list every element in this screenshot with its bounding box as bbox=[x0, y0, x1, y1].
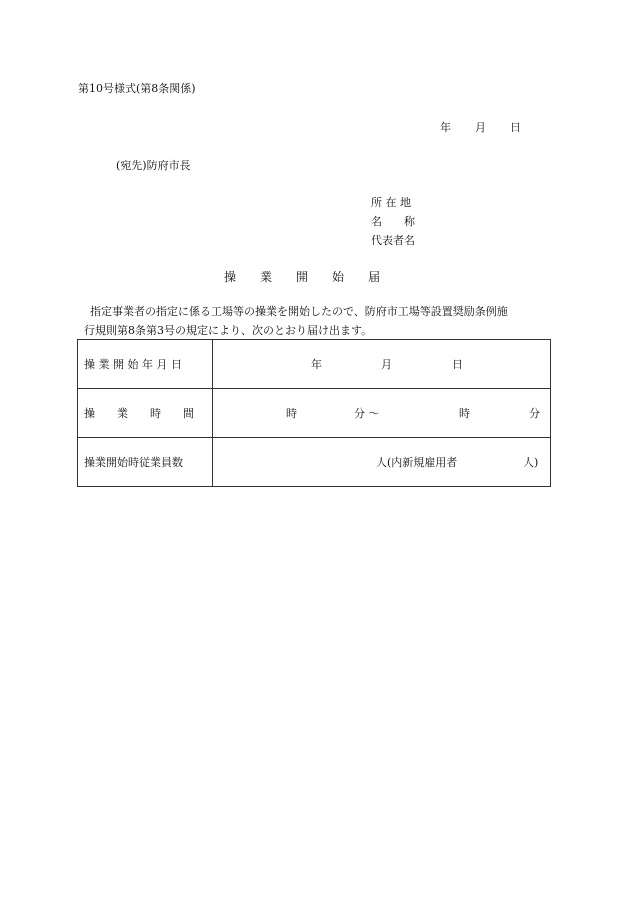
table-row bbox=[78, 438, 551, 487]
month-unit: 月 bbox=[381, 358, 392, 371]
date-month-label: 月 bbox=[475, 121, 486, 134]
notification-table bbox=[77, 339, 551, 487]
body-line-1: 指定事業者の指定に係る工場等の操業を開始したので、防府市工場等設置奨励条例施 bbox=[90, 305, 508, 318]
date-day-label: 日 bbox=[510, 121, 521, 134]
operating-hours-field[interactable] bbox=[213, 389, 551, 438]
title-char: 届 bbox=[368, 270, 381, 284]
form-number: 第10号様式(第8条関係) bbox=[78, 82, 196, 95]
applicant-block bbox=[371, 193, 415, 250]
table-row bbox=[78, 340, 551, 389]
addressee: (宛先)防府市長 bbox=[116, 159, 191, 172]
employees-label: 操業開始時従業員数 bbox=[78, 438, 213, 487]
applicant-representative-label: 代表者名 bbox=[371, 234, 415, 247]
table-row bbox=[78, 389, 551, 438]
day-unit: 日 bbox=[452, 358, 463, 371]
start-date-field[interactable] bbox=[213, 340, 551, 389]
title-char: 開 bbox=[296, 270, 309, 284]
end-minute-unit: 分 bbox=[529, 407, 540, 420]
new-hires-unit: 人) bbox=[523, 456, 539, 469]
submission-date bbox=[440, 119, 521, 135]
operating-hours-label: 操 業 時 間 bbox=[78, 389, 213, 438]
employees-field[interactable] bbox=[213, 438, 551, 487]
body-text bbox=[78, 302, 558, 340]
applicant-address-label: 所 在 地 bbox=[371, 196, 411, 209]
title-char: 操 bbox=[224, 270, 237, 284]
start-hour-unit: 時 bbox=[286, 407, 297, 420]
title-char: 業 bbox=[260, 270, 273, 284]
employees-unit: 人(内新規雇用者 bbox=[376, 456, 458, 469]
applicant-name-label: 名 称 bbox=[371, 215, 415, 228]
document-title bbox=[224, 268, 380, 285]
title-char: 始 bbox=[332, 270, 345, 284]
date-year-label: 年 bbox=[440, 121, 451, 134]
end-hour-unit: 時 bbox=[459, 407, 470, 420]
start-minute-unit: 分 〜 bbox=[354, 407, 380, 420]
body-line-2: 行規則第8条第3号の規定により、次のとおり届け出ます。 bbox=[84, 324, 373, 337]
year-unit: 年 bbox=[311, 358, 322, 371]
start-date-label: 操 業 開 始 年 月 日 bbox=[78, 340, 213, 389]
